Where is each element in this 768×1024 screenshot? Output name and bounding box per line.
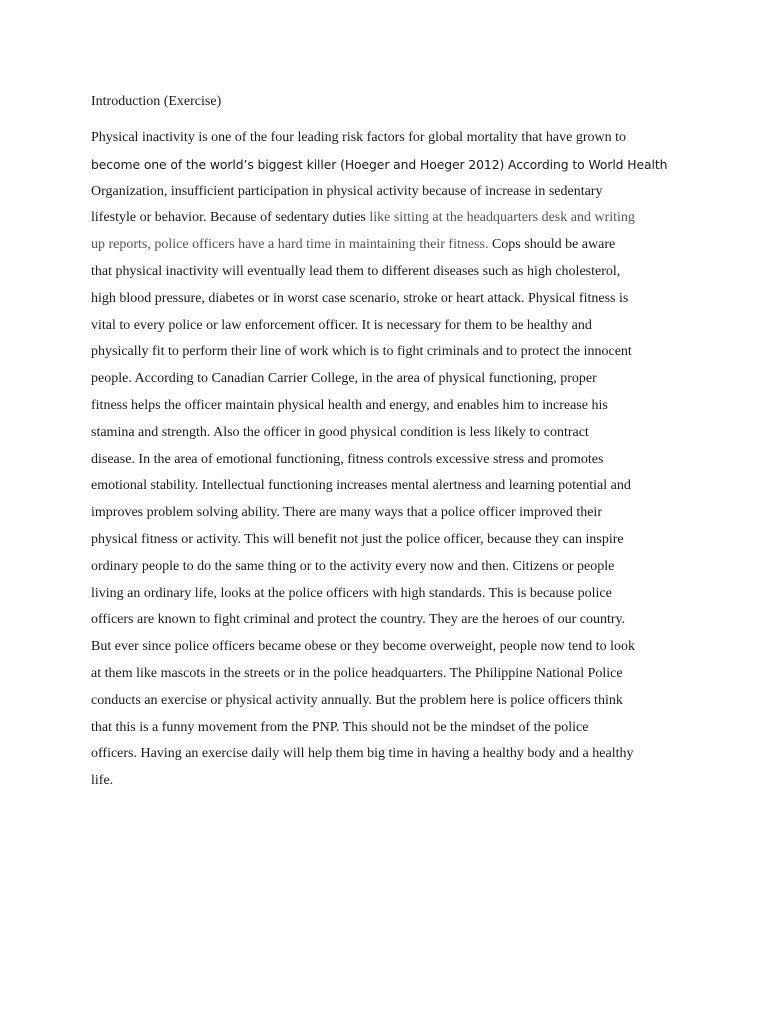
body-line (91, 584, 691, 611)
body-text: become one of the world’s biggest killer (Hoeger and Hoeger 2012) According to World Health (91, 156, 668, 172)
body-text-grey: like sitting at the headquarters desk and writing (369, 210, 635, 226)
body-line (91, 503, 691, 530)
body-line (91, 530, 691, 557)
body-line (91, 744, 691, 771)
body-line (91, 476, 691, 503)
body-text: living an ordinary life, looks at the police officers with high standards. This is because police (91, 585, 612, 601)
body-text: officers are known to fight criminal and protect the country. They are the heroes of our country. (91, 612, 626, 628)
body-line (91, 423, 691, 450)
body-text: physically fit to perform their line of work which is to fight criminals and to protect the innocent (91, 344, 632, 360)
body-text: Organization, insufficient participation in physical activity because of increase in sedentary (91, 183, 603, 199)
body-line (91, 557, 691, 584)
body-text: conducts an exercise or physical activity annually. But the problem here is police officers think (91, 692, 623, 708)
body-text: that this is a funny movement from the PNP. This should not be the mindset of the police (91, 719, 589, 735)
body-line (91, 369, 691, 396)
body-text-grey: up reports, police officers have a hard time in maintaining their fitness. (91, 237, 489, 253)
body-text: officers. Having an exercise daily will help them big time in having a healthy body and a healthy (91, 746, 634, 762)
body-line (91, 342, 691, 369)
body-line (91, 235, 691, 262)
body-text: stamina and strength. Also the officer in good physical condition is less likely to contract (91, 424, 589, 440)
body-text: emotional stability. Intellectual functioning increases mental alertness and learning potential and (91, 478, 631, 494)
body-text: life. (91, 773, 114, 789)
body-line (91, 396, 691, 423)
body-text: ordinary people to do the same thing or to the activity every now and then. Citizens or people (91, 558, 615, 574)
body-line (91, 664, 691, 691)
body-line (91, 450, 691, 477)
body-line (91, 718, 691, 745)
body-line (91, 610, 691, 637)
body-text: vital to every police or law enforcement officer. It is necessary for them to be healthy and (91, 317, 592, 333)
body-line (91, 691, 691, 718)
body-text: But ever since police officers became obese or they become overweight, people now tend to look (91, 639, 635, 655)
body-text: high blood pressure, diabetes or in worst case scenario, stroke or heart attack. Physical fitness is (91, 290, 629, 306)
body-line (91, 128, 691, 155)
body-text: lifestyle or behavior. Because of sedentary duties (91, 210, 366, 226)
body-line (91, 155, 691, 182)
body-text: Cops should be aware (491, 237, 616, 253)
body-text: at them like mascots in the streets or in the police headquarters. The Philippine National Police (91, 665, 623, 681)
body-line (91, 182, 691, 209)
body-line (91, 208, 691, 235)
body-text: improves problem solving ability. There are many ways that a police officer improved their (91, 505, 602, 521)
body-text: that physical inactivity will eventually lead them to different diseases such as high cholesterol, (91, 263, 621, 279)
body-line (91, 262, 691, 289)
document-heading: Introduction (Exercise) (91, 94, 222, 109)
body-text: physical fitness or activity. This will benefit not just the police officer, because they can inspire (91, 531, 624, 547)
body-text: Physical inactivity is one of the four leading risk factors for global mortality that have grown to (91, 130, 626, 145)
body-line (91, 289, 691, 316)
body-text: disease. In the area of emotional functioning, fitness controls excessive stress and promotes (91, 451, 604, 467)
body-line (91, 316, 691, 343)
body-text: fitness helps the officer maintain physical health and energy, and enables him to increase his (91, 397, 608, 413)
document-body (91, 128, 691, 798)
body-line (91, 637, 691, 664)
body-line (91, 771, 691, 798)
body-text: people. According to Canadian Carrier College, in the area of physical functioning, proper (91, 371, 597, 387)
